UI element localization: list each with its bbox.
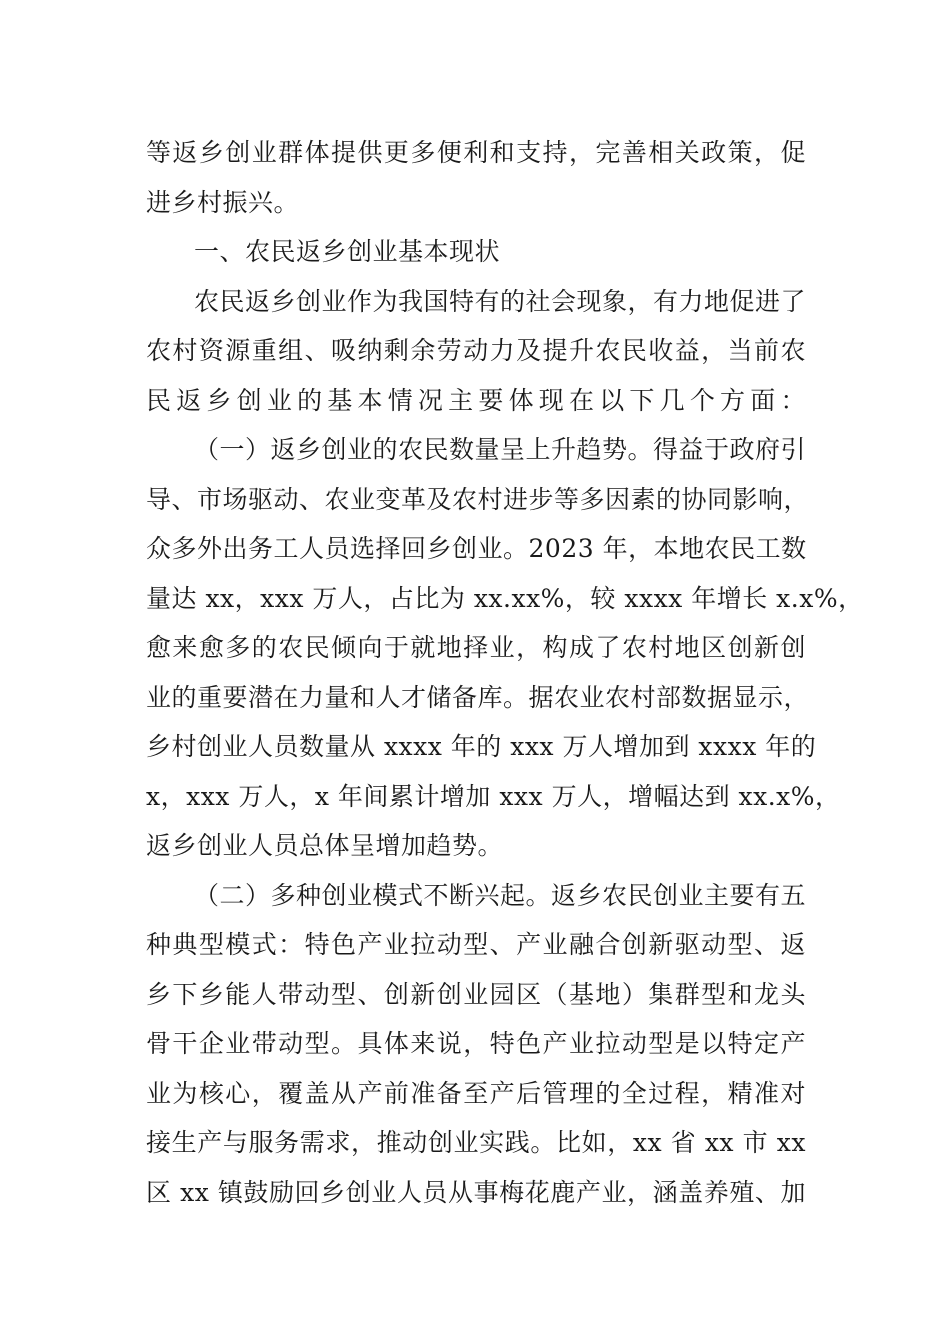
text-line-11: 愈来愈多的农民倾向于就地择业，构成了农村地区创新创 <box>146 633 806 662</box>
text-line-9: 众多外出务工人员选择回乡创业。2023 年，本地农民工数 <box>146 534 807 563</box>
text-line-13: 乡村创业人员数量从 xxxx 年的 xxx 万人增加到 xxxx 年的 <box>146 732 817 761</box>
paragraph-start-3: （二）多种创业模式不断兴起。返乡农民创业主要有五 <box>194 880 807 910</box>
text-line-15: 返乡创业人员总体呈增加趋势。 <box>146 831 504 860</box>
text-line-20: 业为核心，覆盖从产前准备至产后管理的全过程，精准对 <box>146 1078 806 1108</box>
text-line-22: 区 xx 镇鼓励回乡创业人员从事梅花鹿产业，涵盖养殖、加 <box>146 1177 806 1207</box>
section-heading: 一、农民返乡创业基本现状 <box>194 237 501 266</box>
paragraph-start-2: （一）返乡创业的农民数量呈上升趋势。得益于政府引 <box>194 435 807 464</box>
document-body <box>146 128 864 1217</box>
text-line-19: 骨干企业带动型。具体来说，特色产业拉动型是以特定产 <box>146 1029 806 1058</box>
text-line-17: 种典型模式：特色产业拉动型、产业融合创新驱动型、返 <box>146 930 806 959</box>
paragraph-start-1: 农民返乡创业作为我国特有的社会现象，有力地促进了 <box>194 286 807 316</box>
text-line-1: 等返乡创业群体提供更多便利和支持，完善相关政策，促 <box>146 138 806 167</box>
text-line-2: 进乡村振兴。 <box>146 187 300 217</box>
text-line-14: x，xxx 万人，x 年间累计增加 xxx 万人，增幅达到 xx.x%， <box>146 781 841 811</box>
text-line-5: 农村资源重组、吸纳剩余劳动力及提升农民收益，当前农 <box>146 336 806 365</box>
text-line-6: 民返乡创业的基本情况主要体现在以下几个方面： <box>146 385 806 415</box>
text-line-12: 业的重要潜在力量和人才储备库。据农业农村部数据显示， <box>146 682 810 712</box>
text-line-21: 接生产与服务需求，推动创业实践。比如，xx 省 xx 市 xx <box>146 1128 806 1157</box>
text-line-8: 导、市场驱动、农业变革及农村进步等多因素的协同影响， <box>146 484 810 514</box>
text-line-18: 乡下乡能人带动型、创新创业园区（基地）集群型和龙头 <box>146 979 806 1009</box>
text-line-10: 量达 xx，xxx 万人，占比为 xx.xx%，较 xxxx 年增长 x.x%， <box>146 583 864 613</box>
